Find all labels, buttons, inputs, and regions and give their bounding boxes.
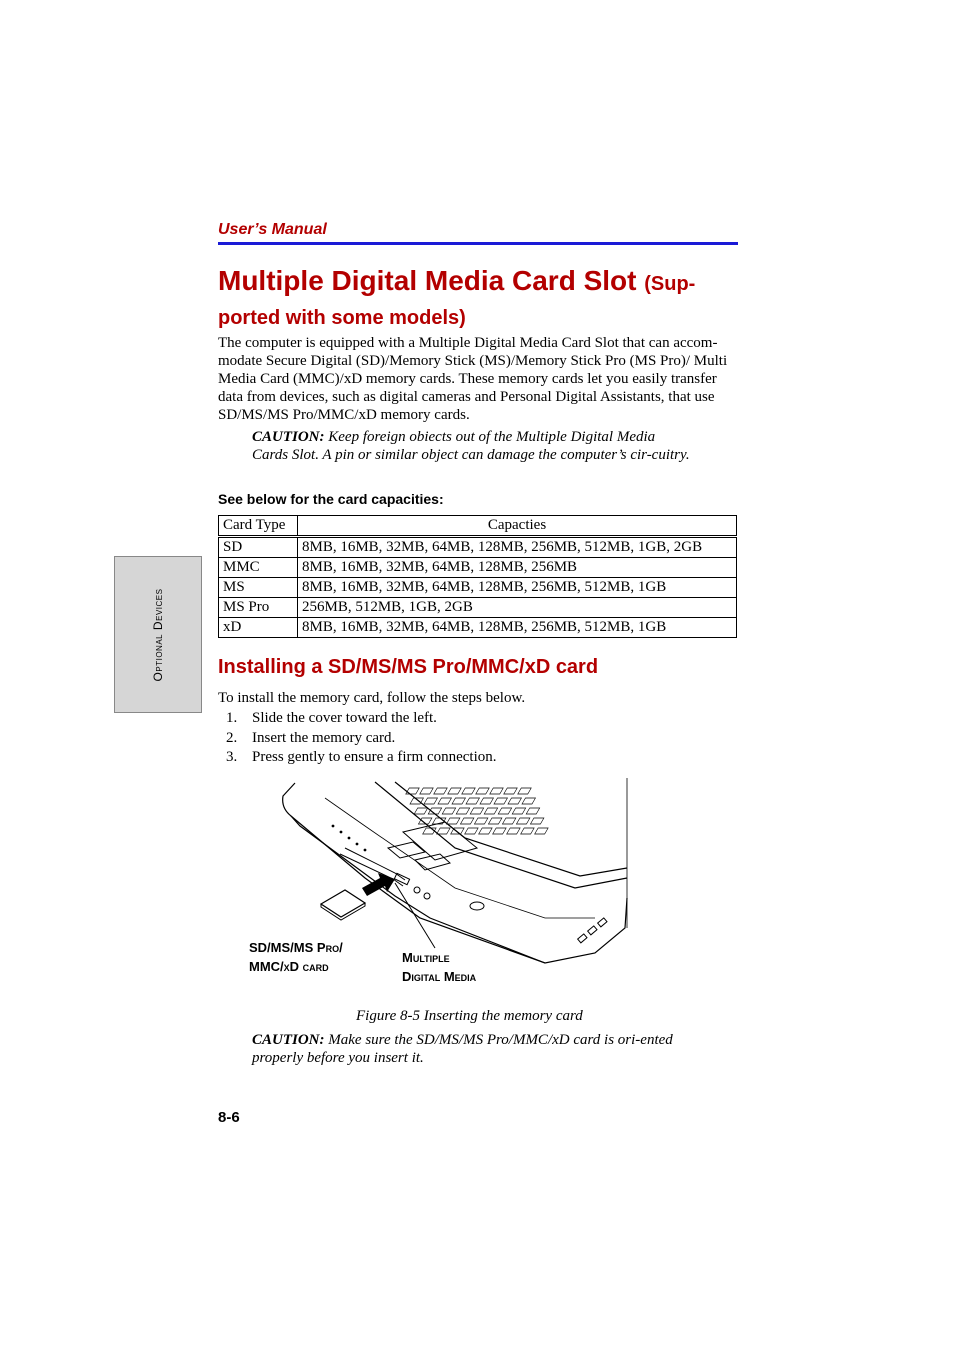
table-row [219, 598, 737, 618]
step-text: Insert the memory card. [252, 729, 396, 746]
table-row [219, 618, 737, 638]
intro-paragraph: The computer is equipped with a Multiple Digital Media Card Slot that can accom-modate Secure Digital (SD)/Memory Stick (MS)/Memory Stick Pro (MS Pro)/ Multi Media Card (MMC)/xD memory cards. These memory cards let you easily transfer data from devices, such as digital cameras and Personal Digital Assistants, that use SD/MS/MS Pro/MMC/xD memory cards. [218, 335, 728, 423]
table-header-cell: Capacties [298, 516, 737, 537]
list-item [226, 748, 497, 768]
step-number: 3. [226, 749, 238, 765]
slot-label-line: Multiple [402, 950, 450, 965]
caution-text: Keep foreign obiects out of the Multiple Digital Media Cards Slot. A pin or similar object can damage the computer’s cir-cuitry. [252, 429, 690, 463]
step-text: Press gently to ensure a firm connection. [252, 749, 497, 765]
table-header-cell: Card Type [219, 516, 298, 537]
heading-main: Multiple Digital Media Card Slot [218, 265, 637, 296]
slot-label-line: Digital Media [402, 969, 477, 984]
table-cell: 8MB, 16MB, 32MB, 64MB, 128MB, 256MB, 512MB, 1GB, 2GB [298, 537, 737, 558]
table-cell: 256MB, 512MB, 1GB, 2GB [298, 598, 737, 618]
caution-note-2 [252, 1032, 682, 1067]
card-label-line: MMC/xD card [249, 959, 329, 974]
chapter-side-tab-label: Optional Devices [151, 588, 165, 681]
figure-caption: Figure 8-5 Inserting the memory card [356, 1008, 583, 1024]
table-cell: 8MB, 16MB, 32MB, 64MB, 128MB, 256MB, 512MB, 1GB [298, 578, 737, 598]
chapter-side-tab [114, 556, 202, 713]
capacities-table [218, 515, 737, 638]
table-cell: MS Pro [219, 598, 298, 618]
heading-sub-part1: (Sup- [644, 273, 696, 295]
table-cell: MMC [219, 558, 298, 578]
table-header-row [219, 516, 737, 537]
table-cell: 8MB, 16MB, 32MB, 64MB, 128MB, 256MB [298, 558, 737, 578]
table-cell: 8MB, 16MB, 32MB, 64MB, 128MB, 256MB, 512MB, 1GB [298, 618, 737, 638]
caution-text: Make sure the SD/MS/MS Pro/MMC/xD card is ori-ented properly before you insert it. [252, 1032, 673, 1066]
step-text: Slide the cover toward the left. [252, 710, 437, 726]
card-label [249, 938, 343, 976]
table-row [219, 578, 737, 598]
slot-label [402, 948, 476, 986]
table-cell: xD [219, 618, 298, 638]
caution-label: CAUTION: [252, 1032, 325, 1048]
table-row [219, 537, 737, 558]
heading-sub-part2: ported with some models) [218, 307, 466, 329]
table-cell: MS [219, 578, 298, 598]
list-item [226, 709, 497, 729]
list-item [226, 729, 497, 749]
page-heading [218, 264, 748, 335]
section-heading: Installing a SD/MS/MS Pro/MMC/xD card [218, 656, 599, 678]
capacities-heading: See below for the card capacities: [218, 491, 444, 507]
step-number: 1. [226, 710, 238, 726]
card-label-line: SD/MS/MS Pro/ [249, 940, 343, 955]
table-row [219, 558, 737, 578]
table-cell: SD [219, 537, 298, 558]
caution-label: CAUTION: [252, 429, 325, 445]
steps-list [226, 709, 497, 768]
caution-note-1 [252, 428, 692, 464]
step-number: 2. [226, 729, 238, 746]
steps-intro: To install the memory card, follow the steps below. [218, 690, 526, 706]
header-rule [218, 242, 738, 245]
manual-title: User’s Manual [218, 221, 327, 238]
page-number: 8-6 [218, 1109, 240, 1126]
